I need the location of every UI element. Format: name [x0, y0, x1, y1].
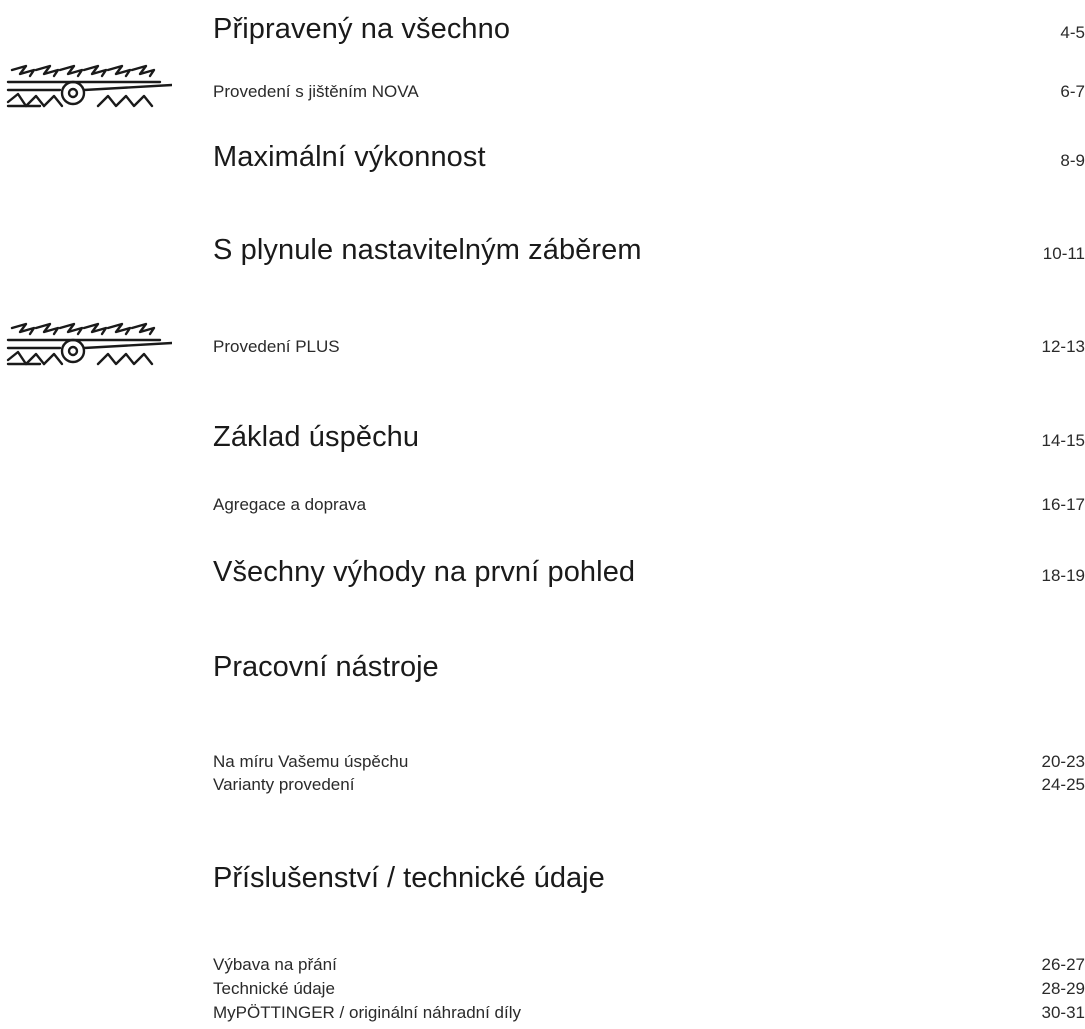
toc-page-number: 14-15	[1041, 431, 1085, 450]
toc-entry[interactable]	[213, 1003, 1085, 1023]
toc-subheading: Na míru Vašemu úspěchu	[213, 752, 409, 771]
toc-heading: Příslušenství / technické údaje	[213, 862, 605, 894]
toc-page-number: 6-7	[1060, 82, 1085, 101]
toc-subheading: Provedení s jištěním NOVA	[213, 82, 419, 101]
toc-heading: Připravený na všechno	[213, 13, 511, 45]
toc-entry[interactable]	[213, 775, 1085, 795]
toc-heading: S plynule nastavitelným záběrem	[213, 234, 642, 266]
toc-page-number: 20-23	[1041, 752, 1085, 771]
toc-entry[interactable]	[213, 421, 1085, 454]
toc-page-number: 24-25	[1041, 775, 1085, 794]
plough-plus-icon	[0, 320, 172, 370]
plough-nova-icon	[0, 62, 172, 112]
toc-entry[interactable]	[213, 979, 1085, 999]
toc-subheading: Technické údaje	[213, 979, 335, 998]
toc-subheading: Agregace a doprava	[213, 495, 367, 514]
toc-entry[interactable]	[213, 141, 1085, 174]
toc-entry[interactable]	[213, 82, 1085, 102]
toc-entry[interactable]	[213, 495, 1085, 515]
toc-entry[interactable]	[213, 955, 1085, 975]
toc-page-number: 18-19	[1041, 566, 1085, 585]
toc-heading: Maximální výkonnost	[213, 141, 486, 173]
toc-entry[interactable]	[213, 13, 1085, 46]
toc-page-number: 8-9	[1060, 151, 1085, 170]
toc-heading: Pracovní nástroje	[213, 651, 439, 683]
toc-entry[interactable]	[213, 556, 1085, 589]
toc-page-number: 4-5	[1060, 23, 1085, 42]
toc-heading: Všechny výhody na první pohled	[213, 556, 636, 588]
toc-entry[interactable]	[213, 234, 1085, 267]
toc-page-number: 10-11	[1042, 244, 1085, 263]
toc-subheading: Výbava na přání	[213, 955, 337, 974]
toc-entry[interactable]	[213, 337, 1085, 357]
toc-heading: Základ úspěchu	[213, 421, 420, 453]
toc-page-number: 30-31	[1041, 1003, 1085, 1022]
toc-subheading: MyPÖTTINGER / originální náhradní díly	[213, 1003, 522, 1022]
toc-subheading: Provedení PLUS	[213, 337, 340, 356]
toc-page-number: 28-29	[1041, 979, 1085, 998]
toc-subheading: Varianty provedení	[213, 775, 355, 794]
toc-entry[interactable]	[213, 752, 1085, 772]
toc-page-number: 16-17	[1041, 495, 1085, 514]
toc-page-number: 26-27	[1041, 955, 1085, 974]
toc-page-number: 12-13	[1041, 337, 1085, 356]
